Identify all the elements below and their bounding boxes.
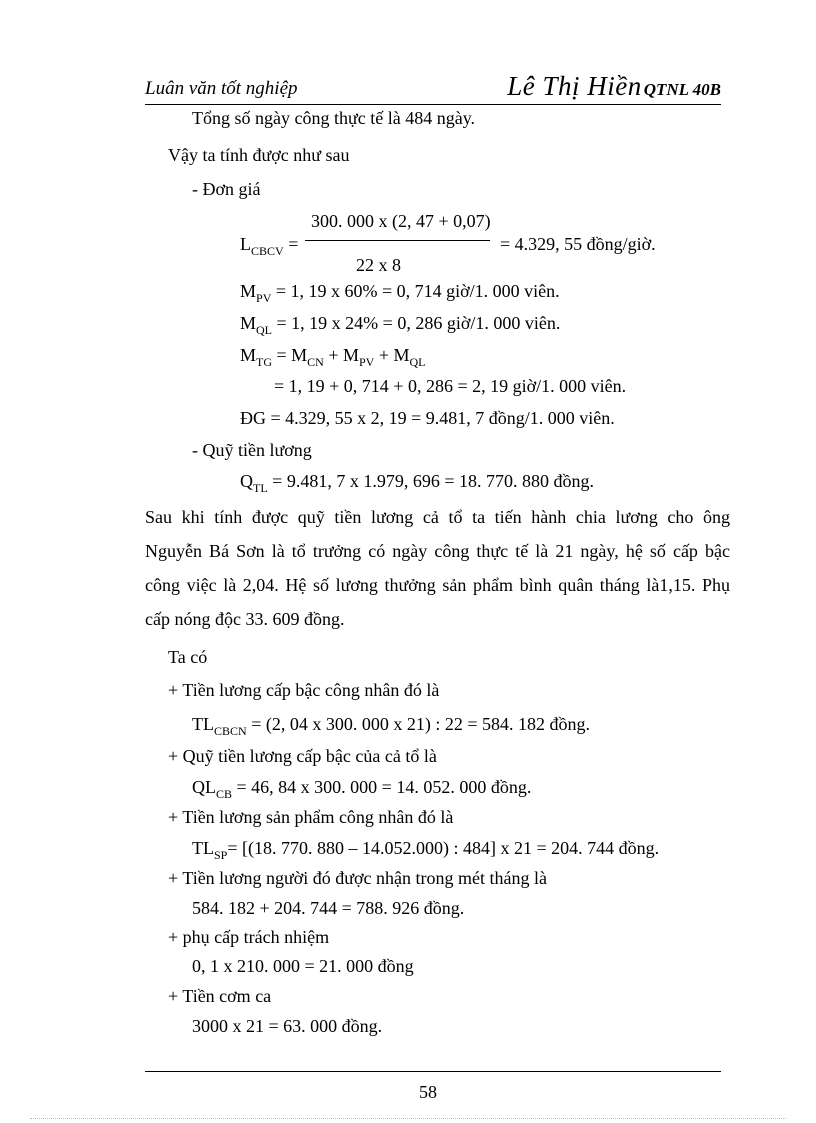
bullet-line: + Tiền lương người đó được nhận trong mét tháng là	[168, 868, 547, 888]
fraction-numerator: 300. 000 x (2, 47 + 0,07)	[311, 211, 491, 231]
subscript: SP	[214, 848, 228, 862]
header-rule	[145, 104, 721, 105]
paragraph-line: công việc là 2,04. Hệ số lương thưởng sản phẩm bình quân tháng là1,15. Phụ	[145, 575, 730, 595]
equals: =	[283, 234, 299, 254]
subscript: TL	[253, 481, 268, 495]
subscript: PV	[256, 291, 272, 305]
value-line: 0, 1 x 210. 000 = 21. 000 đồng	[192, 956, 414, 976]
formula-dg: ĐG = 4.329, 55 x 2, 19 = 9.481, 7 đồng/1. 000 viên.	[240, 408, 615, 428]
text-line: Ta có	[168, 647, 208, 667]
symbol: TL	[192, 714, 214, 734]
page-number: 58	[419, 1082, 437, 1102]
footer-rule	[145, 1071, 721, 1072]
formula-mtg	[240, 344, 426, 368]
formula-rest: = (2, 04 x 300. 000 x 21) : 22 = 584. 182 đồng.	[246, 714, 590, 734]
subscript: CN	[307, 355, 324, 369]
formula-qlcb	[192, 776, 531, 800]
formula-mql	[240, 312, 560, 336]
formula-mpv	[240, 280, 560, 304]
header-class-code: QTNL 40B	[643, 80, 721, 99]
symbol: M	[240, 281, 257, 301]
paragraph-line: Nguyễn Bá Sơn là tổ trưởng có ngày công thực tế là 21 ngày, hệ số cấp bậc	[145, 541, 730, 561]
text-line: - Quỹ tiền lương	[192, 440, 312, 460]
symbol: M	[240, 345, 257, 365]
formula-lcbcv	[240, 233, 298, 257]
header-author	[507, 71, 721, 102]
bullet-line: + Tiền lương sản phẩm công nhân đó là	[168, 807, 454, 827]
text-line: Vậy ta tính được như sau	[168, 145, 350, 165]
formula-mtg-continued: = 1, 19 + 0, 714 + 0, 286 = 2, 19 giờ/1. 000 viên.	[274, 376, 627, 396]
formula-qtl	[240, 470, 594, 494]
bullet-line: + Tiền cơm ca	[168, 986, 272, 1006]
header-left-title: Luân văn tốt nghiệp	[145, 78, 298, 99]
subscript: CB	[216, 787, 233, 801]
bullet-line: + Tiền lương cấp bậc công nhân đó là	[168, 680, 440, 700]
subscript: CBCV	[251, 244, 284, 258]
header-author-name: Lê Thị Hiền	[507, 71, 642, 101]
page-header	[145, 72, 721, 102]
formula-tlsp	[192, 837, 659, 861]
formula-rest: = 46, 84 x 300. 000 = 14. 052. 000 đồng.	[232, 777, 532, 797]
text-line: Tổng số ngày công thực tế là 484 ngày.	[192, 108, 476, 128]
formula-rest: = 1, 19 x 24% = 0, 286 giờ/1. 000 viên.	[272, 313, 561, 333]
text-line: - Đơn giá	[192, 179, 261, 199]
fraction-bar	[305, 240, 490, 241]
formula-rest: = 1, 19 x 60% = 0, 714 giờ/1. 000 viên.	[271, 281, 560, 301]
value-line: 584. 182 + 204. 744 = 788. 926 đồng.	[192, 898, 465, 918]
symbol: + M	[323, 345, 359, 365]
paragraph-line: Sau khi tính được quỹ tiền lương cả tổ ta tiến hành chia lương cho ông	[145, 507, 730, 527]
subscript: CBCN	[214, 724, 247, 738]
subscript: PV	[359, 355, 375, 369]
subscript: TG	[256, 355, 273, 369]
fraction-result: = 4.329, 55 đồng/giờ.	[500, 234, 656, 254]
formula-rest: = 9.481, 7 x 1.979, 696 = 18. 770. 880 đồng.	[267, 471, 594, 491]
bullet-line: + phụ cấp trách nhiệm	[168, 927, 330, 947]
bullet-line: + Quỹ tiền lương cấp bậc của cả tổ là	[168, 746, 437, 766]
symbol: = M	[272, 345, 308, 365]
symbol: M	[240, 313, 257, 333]
subscript: QL	[409, 355, 426, 369]
symbol: QL	[192, 777, 216, 797]
paragraph-line: cấp nóng độc 33. 609 đồng.	[145, 609, 345, 629]
page-bottom-dotted-rule	[30, 1118, 786, 1119]
symbol: + M	[374, 345, 410, 365]
symbol: Q	[240, 471, 253, 491]
value-line: 3000 x 21 = 63. 000 đồng.	[192, 1016, 383, 1036]
symbol: L	[240, 234, 251, 254]
formula-tlcbcn	[192, 713, 590, 737]
fraction-denominator: 22 x 8	[356, 255, 401, 275]
formula-rest: = [(18. 770. 880 – 14.052.000) : 484] x 21 = 204. 744 đồng.	[227, 838, 660, 858]
symbol: TL	[192, 838, 214, 858]
subscript: QL	[256, 323, 273, 337]
